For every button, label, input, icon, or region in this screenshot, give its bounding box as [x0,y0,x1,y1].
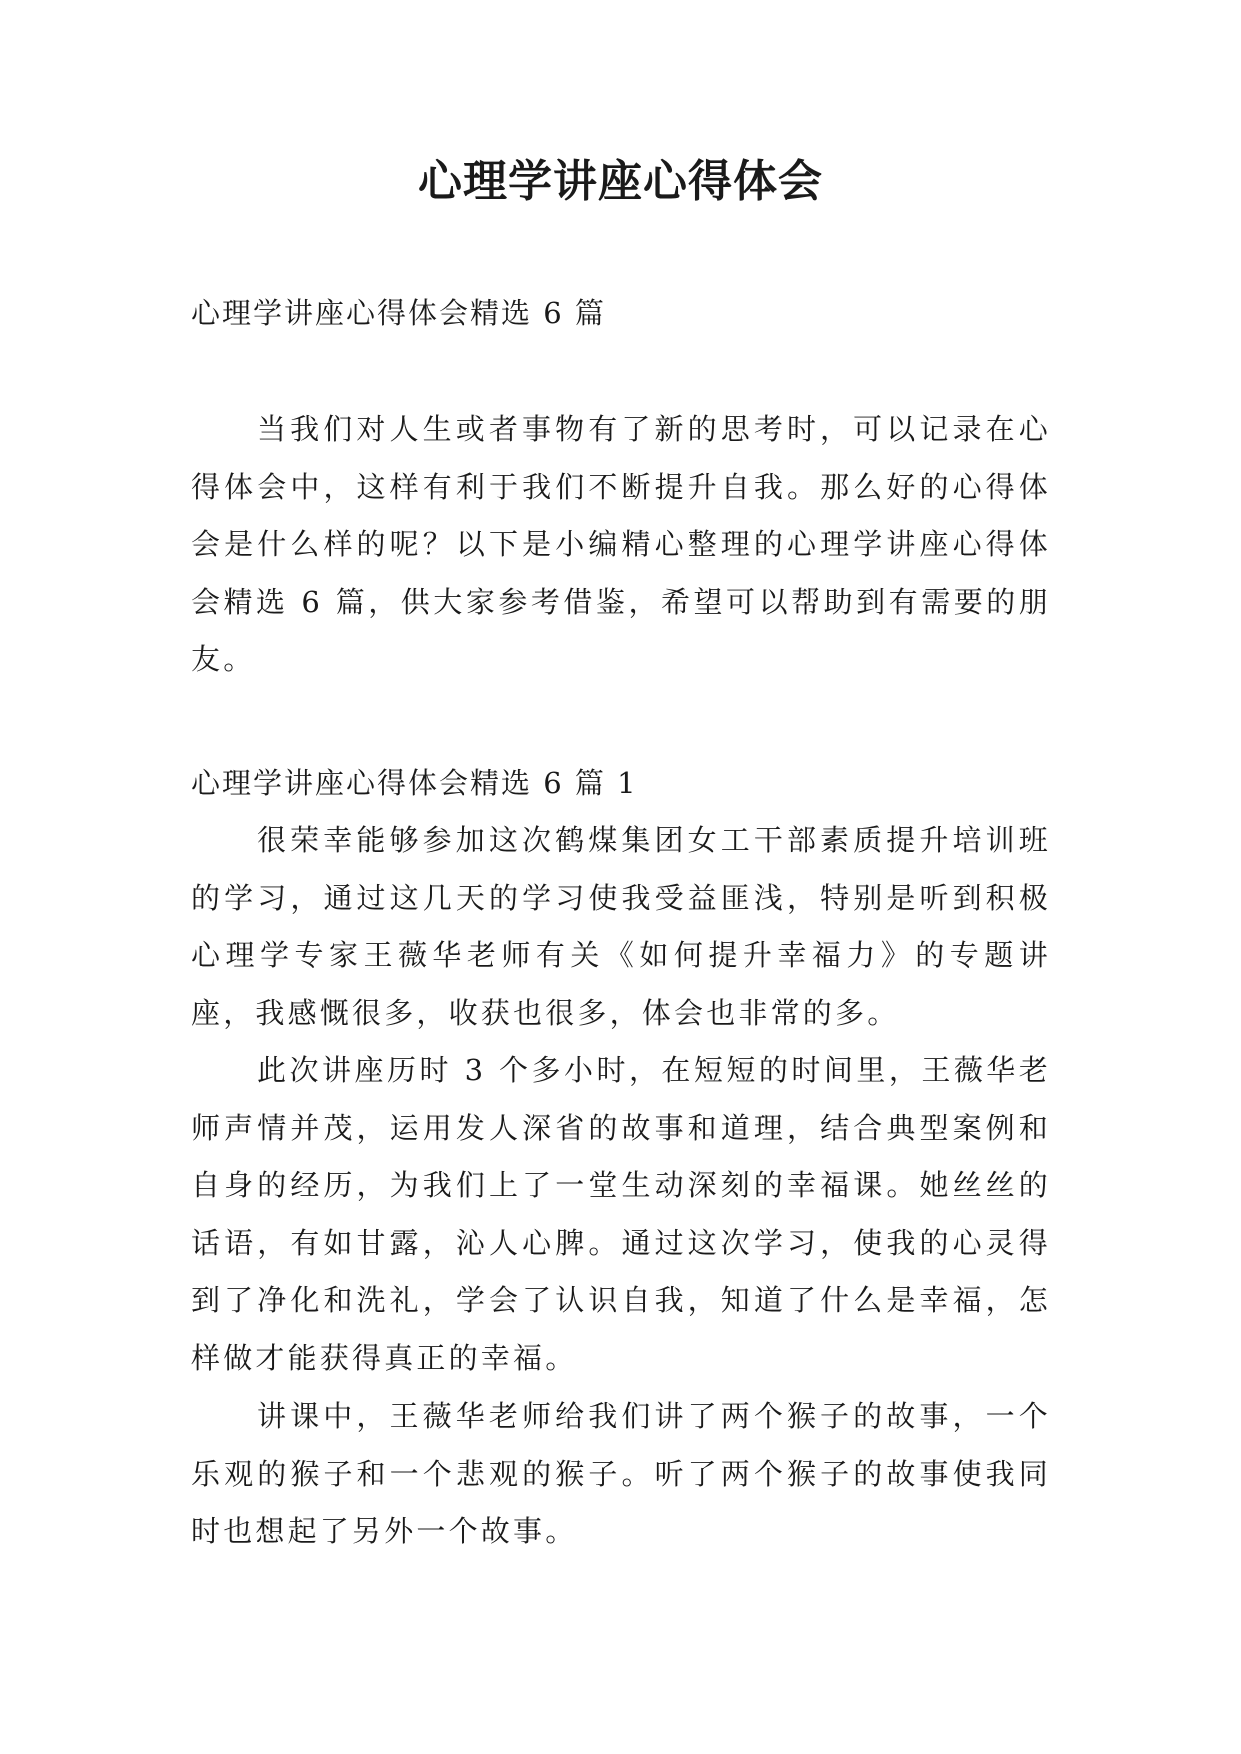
document-title: 心理学讲座心得体会 [418,156,823,207]
body-paragraph-2: 此次讲座历时 3 个多小时，在短短的时间里，王薇华老师声情并茂，运用发人深省的故事和道理，结合典型案例和自身的经历，为我们上了一堂生动深刻的幸福课。她丝丝的话语，有如甘露，沁人心脾。通过这次学习，使我的心灵得到了净化和洗礼，学会了认识自我，知道了什么是幸福，怎样做才能获得真正的幸福。 [191,1053,1051,1375]
intro-paragraph: 当我们对人生或者事物有了新的思考时，可以记录在心得体会中，这样有利于我们不断提升自我。那么好的心得体会是什么样的呢？以下是小编精心整理的心理学讲座心得体会精选 6 篇，供大家参考借鉴，希望可以帮助到有需要的朋友。 [191,412,1051,676]
document-subtitle: 心理学讲座心得体会精选 6 篇 [191,296,606,330]
body-paragraph-1: 很荣幸能够参加这次鹤煤集团女工干部素质提升培训班的学习，通过这几天的学习使我受益匪浅，特别是听到积极心理学专家王薇华老师有关《如何提升幸福力》的专题讲座，我感慨很多，收获也很多，体会也非常的多。 [191,823,1051,1030]
section-heading: 心理学讲座心得体会精选 6 篇 1 [191,766,638,800]
body-paragraph-3: 讲课中，王薇华老师给我们讲了两个猴子的故事，一个乐观的猴子和一个悲观的猴子。听了两个猴子的故事使我同时也想起了另外一个故事。 [191,1399,1051,1548]
